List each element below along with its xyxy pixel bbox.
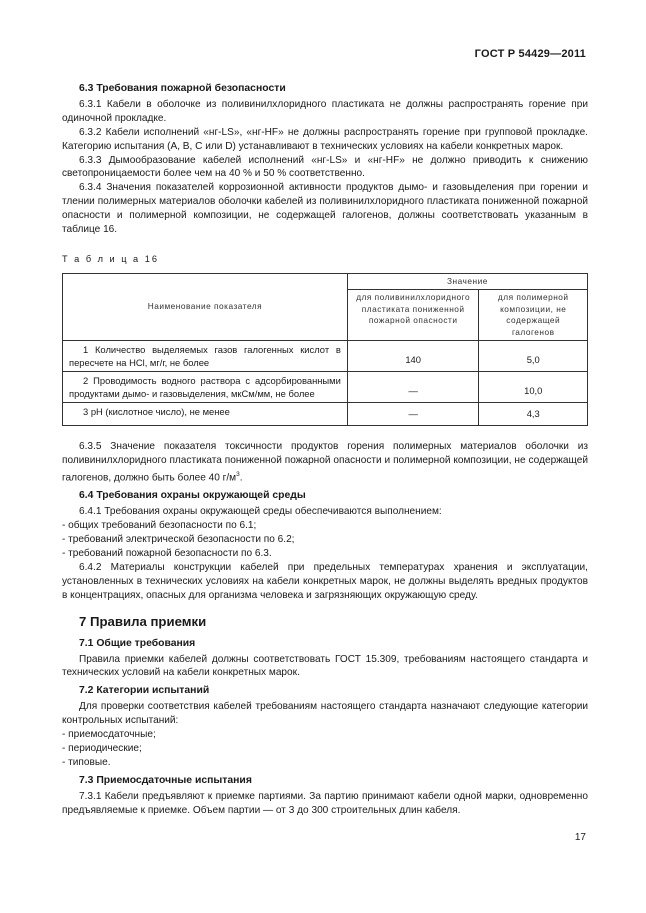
table-row-name: 1 Количество выделяемых газов галогенных кислот в пересчете на HCl, мг/г, не более bbox=[63, 341, 348, 372]
table-header-name: Наименование показателя bbox=[63, 273, 348, 341]
table-header-value: Значение bbox=[347, 273, 587, 290]
table-cell-pvc: — bbox=[347, 372, 479, 403]
table-row bbox=[63, 341, 588, 372]
paragraph-6-3-1: 6.3.1 Кабели в оболочке из поливинилхлоридного пластиката не должны распространять горение при одиночной прокладке. bbox=[62, 98, 588, 124]
page-content bbox=[62, 78, 588, 817]
section-7-3-title: 7.3 Приемосдаточные испытания bbox=[79, 774, 252, 786]
paragraph-7-3-1: 7.3.1 Кабели предъявляют к приемке партиями. За партию принимают кабели одной марки, одновременно предъявляемые к приемке. Объем партии — от 3 до 300 строительных длин кабеля. bbox=[62, 790, 588, 816]
page-number: 17 bbox=[574, 832, 586, 843]
table-header-polymer: для полимерной композиции, не содержащей галогенов bbox=[479, 290, 588, 341]
table-cell-pvc: 140 bbox=[347, 341, 479, 372]
table-16 bbox=[62, 273, 588, 427]
list-item: - требований пожарной безопасности по 6.3. bbox=[62, 548, 272, 560]
paragraph-6-4-1: 6.4.1 Требования охраны окружающей среды обеспечиваются выполнением: bbox=[79, 506, 442, 518]
paragraph-6-4-2: 6.4.2 Материалы конструкции кабелей при предельных температурах хранения и эксплуатации, установленных в технических условиях на кабели конкретных марок, не должны выделять вредных продуктов в концентрациях, опасных для организма человека и загрязняющих окружающую среду. bbox=[62, 561, 588, 601]
section-7-1-title: 7.1 Общие требования bbox=[79, 637, 196, 649]
table-cell-polymer: 5,0 bbox=[479, 341, 588, 372]
list-item: - общих требований безопасности по 6.1; bbox=[62, 520, 257, 532]
paragraph-6-3-3: 6.3.3 Дымообразование кабелей исполнений «нг-LS» и «нг-HF» не должно приводить к снижению светопроницаемости более чем на 40 % и 50 % соответственно. bbox=[62, 154, 588, 180]
table-cell-pvc: — bbox=[347, 403, 479, 426]
table-16-caption: Т а б л и ц а 16 bbox=[62, 253, 159, 264]
list-item: - приемосдаточные; bbox=[62, 729, 156, 741]
list-item: - типовые. bbox=[62, 756, 111, 768]
paragraph-6-3-2: 6.3.2 Кабели исполнений «нг-LS», «нг-HF» не должны распространять горение при групповой прокладке. Категорию испытания (А, В, С или D) устанавливают в технических условиях на кабели конкретных марок. bbox=[62, 126, 588, 152]
section-7-2-title: 7.2 Категории испытаний bbox=[79, 685, 210, 697]
document-id-header: ГОСТ Р 54429—2011 bbox=[474, 48, 586, 60]
table-header-pvc: для поливинилхлоридного пластиката пониженной пожарной опасности bbox=[347, 290, 479, 341]
paragraph-6-3-4: 6.3.4 Значения показателей коррозионной активности продуктов дымо- и газовыделения при горении и тлении полимерных материалов оболочки кабелей из поливинилхлоридного пластиката пониженной пожарной опасности и полимерной композиции, не содержащей галогенов, должны соответствовать указанным в таблице 16. bbox=[62, 182, 588, 236]
table-row-name: 3 pH (кислотное число), не менее bbox=[63, 403, 348, 426]
paragraph-7-1: Правила приемки кабелей должны соответствовать ГОСТ 15.309, требованиям настоящего стандарта и технических условий на кабели конкретных марок. bbox=[62, 653, 588, 679]
table-row bbox=[63, 403, 588, 426]
section-6-3-title: 6.3 Требования пожарной безопасности bbox=[79, 83, 286, 94]
list-item: - требований электрической безопасности по 6.2; bbox=[62, 534, 295, 546]
table-row-name: 2 Проводимость водного раствора с адсорбированными продуктами дымо- и газовыделения, мкСм/мм, не более bbox=[63, 372, 348, 403]
table-cell-polymer: 4,3 bbox=[479, 403, 588, 426]
section-6-4-title: 6.4 Требования охраны окружающей среды bbox=[79, 490, 306, 502]
table-cell-polymer: 10,0 bbox=[479, 372, 588, 403]
paragraph-6-3-5: 6.3.5 Значение показателя токсичности продуктов горения полимерных материалов оболочки из поливинилхлоридного пластиката пониженной пожарной опасности и полимерной композиции, не содержащей галогенов, должно быть более 40 $г/м^3$. bbox=[62, 441, 588, 484]
paragraph-7-2: Для проверки соответствия кабелей требованиям настоящего стандарта назначают следующие категории контрольных испытаний: bbox=[62, 701, 588, 727]
section-7-title: 7 Правила приемки bbox=[79, 613, 207, 629]
list-item: - периодические; bbox=[62, 742, 142, 754]
table-row bbox=[63, 372, 588, 403]
